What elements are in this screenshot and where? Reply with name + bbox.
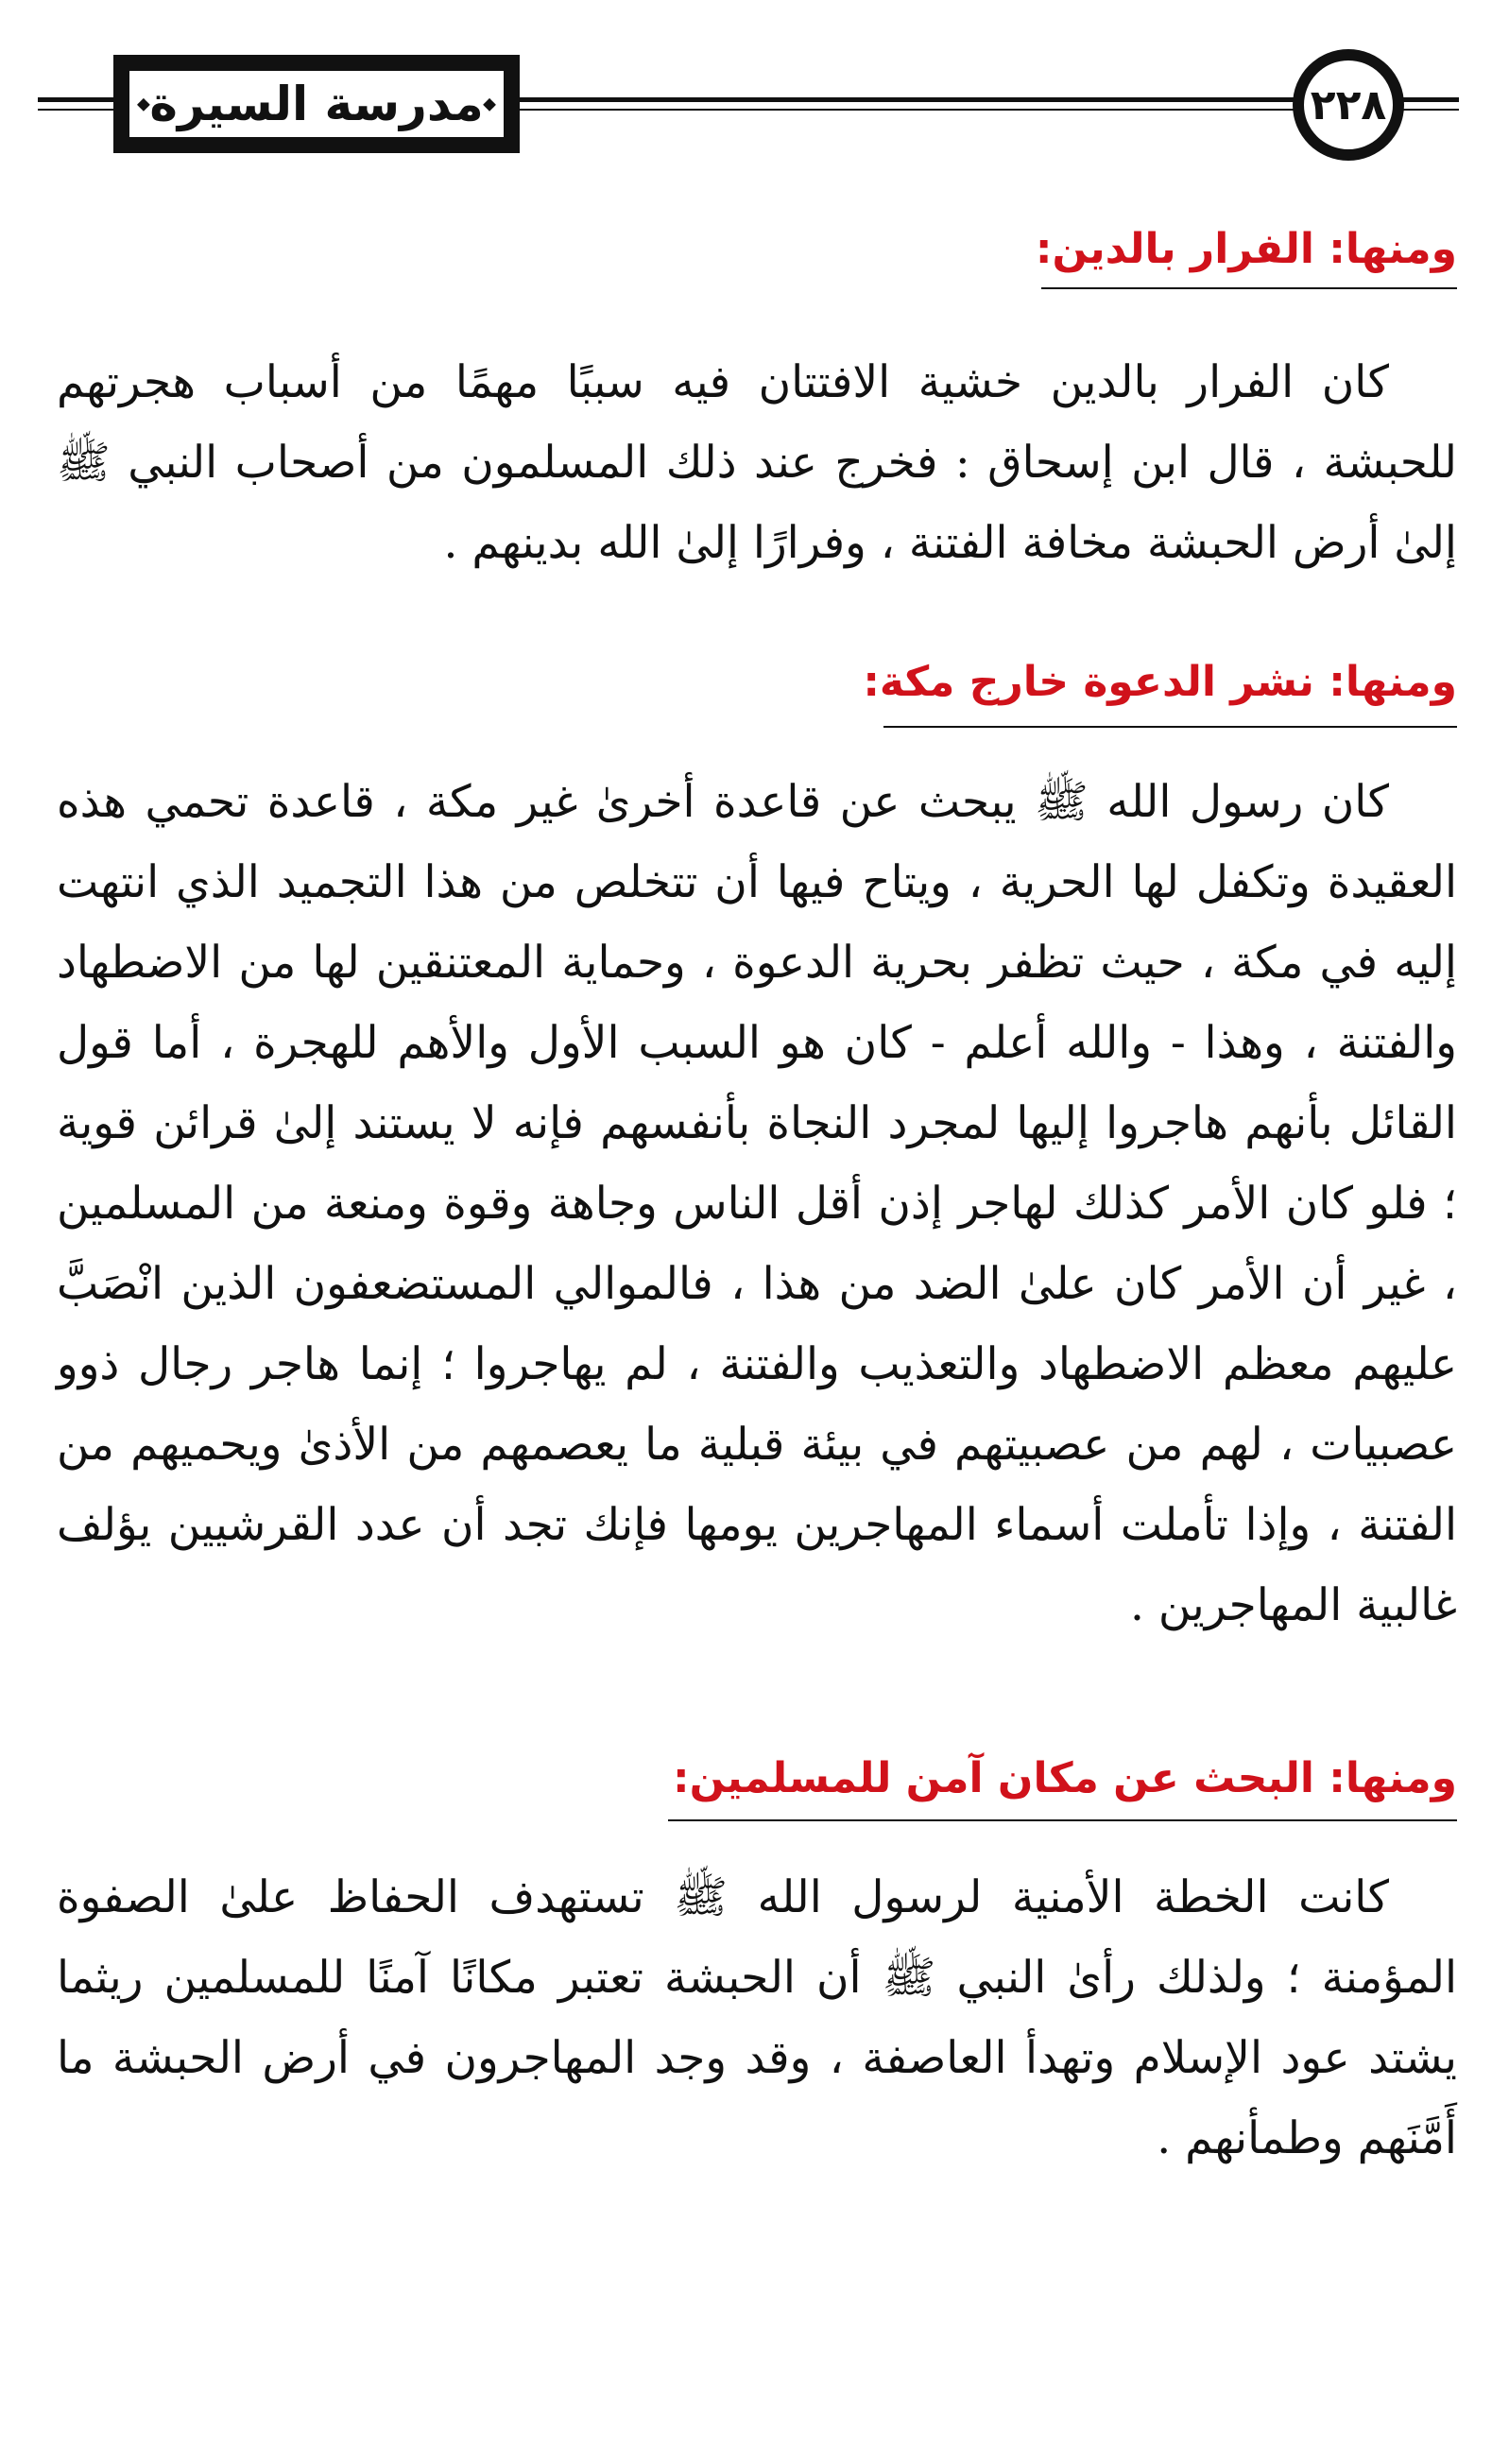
page-header: [0, 0, 1509, 189]
section-paragraph-flight-with-religion: كان الفرار بالدين خشية الافتتان فيه سببًا مهمًا من أسباب هجرتهم للحبشة ، قال ابن إسحاق : فخرج عند ذلك المسلمون من أصحاب النبي ﷺ إلىٰ أرض الحبشة مخافة الفتنة ، وفرارًا إلىٰ الله بدينهم .: [57, 356, 1457, 569]
header-rule-middle: [518, 97, 1295, 102]
book-title-frame: [113, 55, 520, 153]
section-paragraph-spreading-dawah: كان رسول الله ﷺ يبحث عن قاعدة أخرىٰ غير مكة ، قاعدة تحمي هذه العقيدة وتكفل لها الحرية ، ويتاح فيها أن تتخلص من هذا التجميد الذي انتهت إليه في مكة ، حيث تظفر بحرية الدعوة ، وحماية المعتنقين لها من الاضطهاد والفتنة ، وهذا - والله أعلم - كان هو السبب الأول والأهم للهجرة ، أما قول القائل بأنهم هاجروا إليها لمجرد النجاة بأنفسهم فإنه لا يستند إلىٰ قرائن قوية ؛ فلو كان الأمر كذلك لهاجر إذن أقل الناس وجاهة وقوة ومنعة من المسلمين ، غير أن الأمر كان علىٰ الضد من هذا ، فالموالي المستضعفون الذين انْصَبَّ عليهم معظم الاضطهاد والتعذيب والفتنة ، لم يهاجروا ؛ إنما هاجر رجال ذوو عصبيات ، لهم من عصبيتهم في بيئة قبلية ما يعصمهم من الأذىٰ ويحميهم من الفتنة ، وإذا تأملت أسماء المهاجرين يومها فإنك تجد أن عدد القرشيين يؤلف غالبية المهاجرين .: [57, 776, 1457, 1631]
heading-underline: [1041, 287, 1457, 289]
header-rule-left: [38, 97, 115, 102]
section-paragraph-safe-place: كانت الخطة الأمنية لرسول الله ﷺ تستهدف الحفاظ علىٰ الصفوة المؤمنة ؛ ولذلك رأىٰ النبي ﷺ أن الحبشة تعتبر مكانًا آمنًا للمسلمين ريثما يشتد عود الإسلام وتهدأ العاصفة ، وقد وجد المهاجرون في أرض الحبشة ما أَمَّنَهم وطمأنهم .: [57, 1871, 1457, 2164]
section-heading-spreading-dawah: ومنها: نشر الدعوة خارج مكة:: [863, 658, 1457, 706]
section-heading-safe-place: ومنها: البحث عن مكان آمن للمسلمين:: [672, 1754, 1457, 1802]
heading-underline: [668, 1819, 1457, 1821]
header-rule-right: [1402, 97, 1459, 102]
book-title: ◆ مدرسة السيرة: [149, 77, 484, 131]
book-title-inner: [127, 68, 506, 140]
header-rule-middle-thin: [518, 109, 1295, 111]
section-heading-flight-with-religion: ومنها: الفرار بالدين:: [1035, 225, 1457, 273]
header-rule-left-thin: [38, 109, 115, 111]
header-rule-right-thin: [1402, 109, 1459, 111]
page-number: ٢٢٨: [1302, 59, 1395, 151]
heading-underline: [883, 726, 1457, 728]
page-number-badge: [1293, 49, 1404, 161]
